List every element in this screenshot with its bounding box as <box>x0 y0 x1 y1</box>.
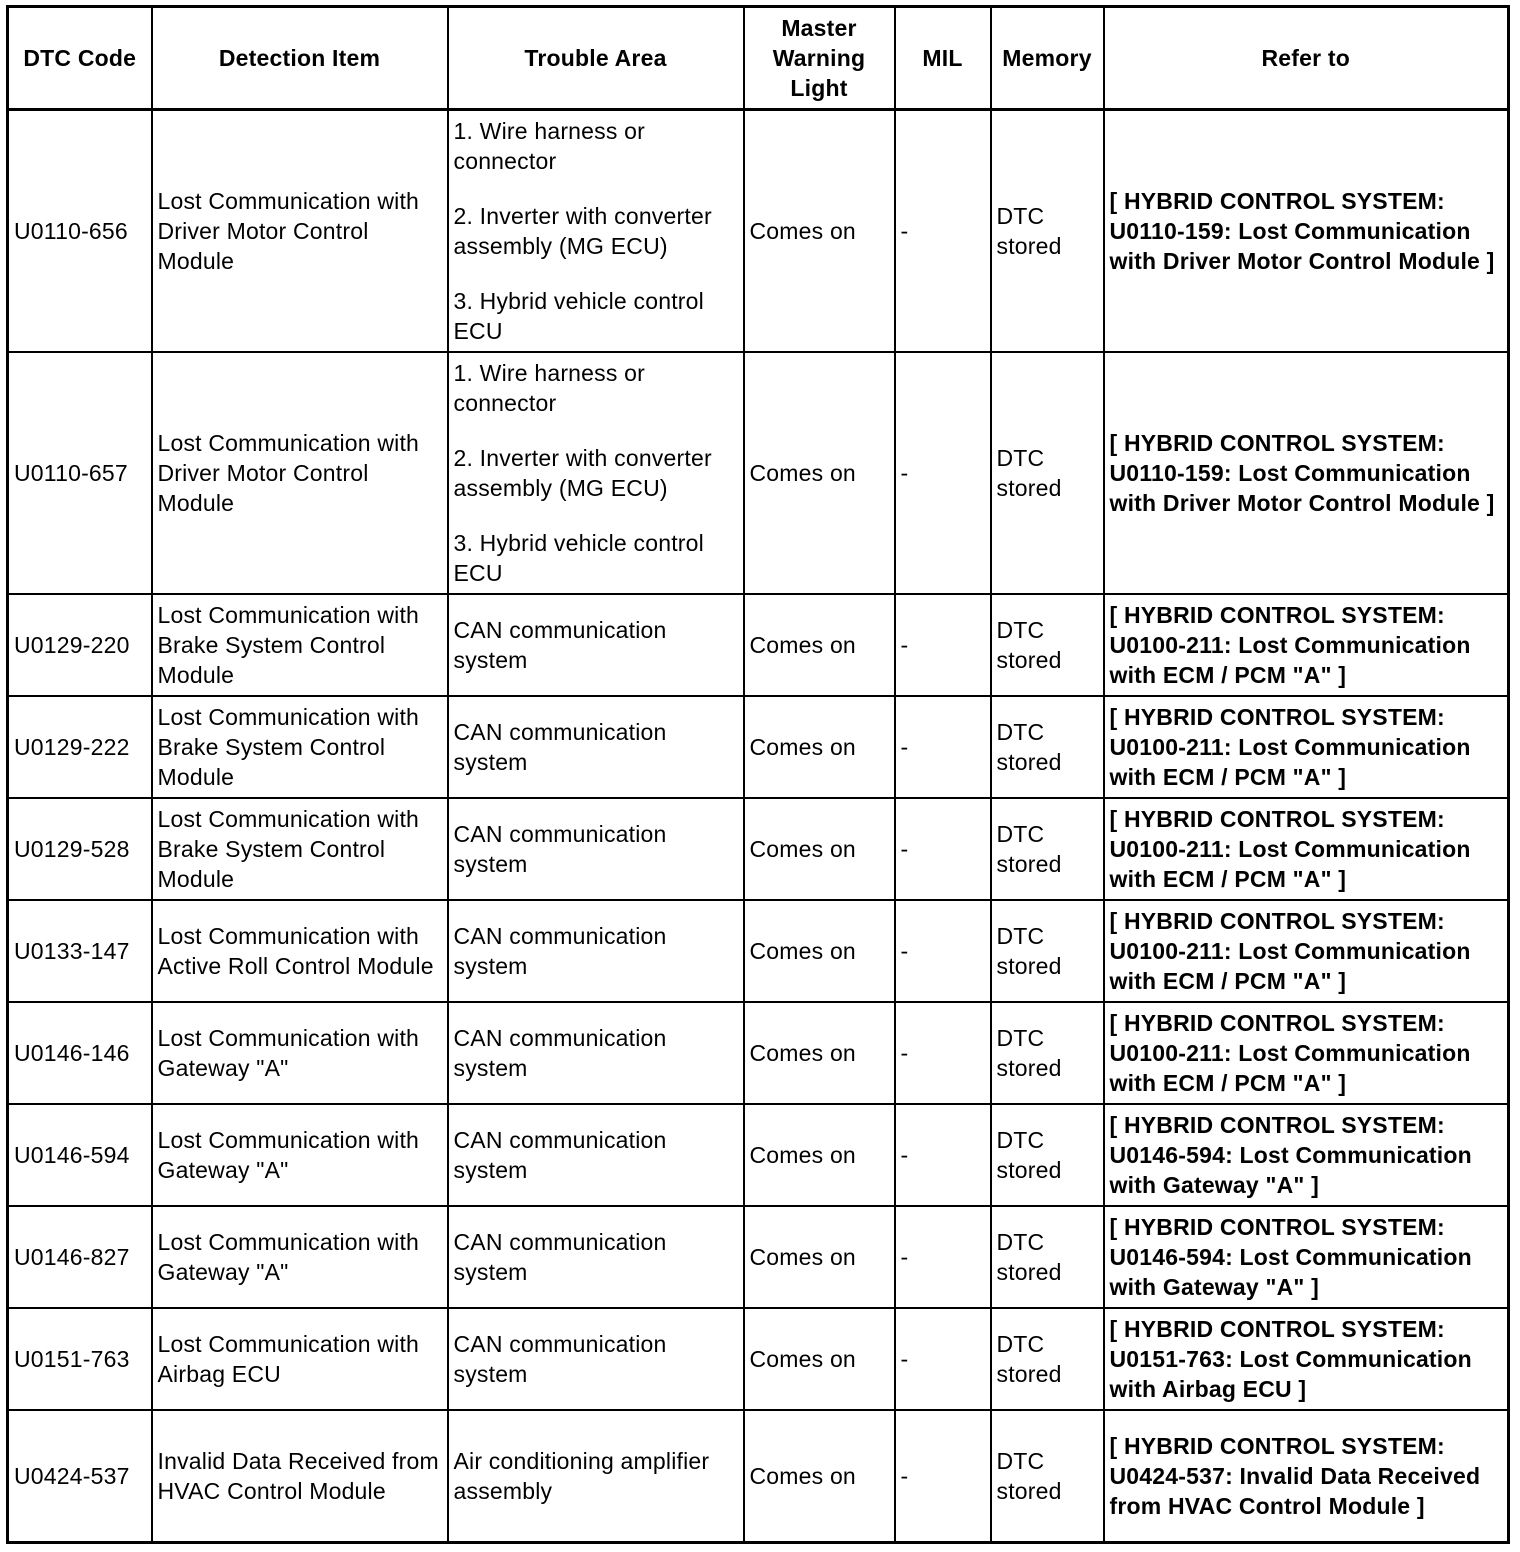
mil-cell: - <box>895 594 991 696</box>
trouble-area-item: 1. Wire harness or connector <box>453 118 645 174</box>
trouble-area-item: 3. Hybrid vehicle control ECU <box>453 530 704 586</box>
memory-cell: DTC stored <box>991 900 1104 1002</box>
trouble-area-item: 1. Wire harness or connector <box>453 360 645 416</box>
dtc-code-cell: U0110-656 <box>8 110 152 353</box>
trouble-area-item: Air conditioning amplifier assembly <box>453 1448 710 1504</box>
memory-cell: DTC stored <box>991 798 1104 900</box>
mil-cell: - <box>895 352 991 594</box>
header-dtc-code: DTC Code <box>8 7 152 110</box>
master-warning-light-cell: Comes on <box>744 798 895 900</box>
refer-to-cell: [ HYBRID CONTROL SYSTEM: U0100-211: Lost Communication with ECM / PCM "A" ] <box>1104 798 1509 900</box>
table-header-row <box>8 7 1509 110</box>
trouble-area-item: CAN communication system <box>453 1331 667 1387</box>
refer-to-cell: [ HYBRID CONTROL SYSTEM: U0151-763: Lost Communication with Airbag ECU ] <box>1104 1308 1509 1410</box>
table-row <box>8 900 1509 1002</box>
master-warning-light-cell: Comes on <box>744 1104 895 1206</box>
trouble-area-cell <box>448 1206 744 1308</box>
trouble-area-cell <box>448 352 744 594</box>
mil-cell: - <box>895 1104 991 1206</box>
detection-item-cell: Lost Communication with Gateway "A" <box>152 1206 448 1308</box>
trouble-area-cell <box>448 900 744 1002</box>
master-warning-light-cell: Comes on <box>744 1410 895 1543</box>
dtc-code-cell: U0129-222 <box>8 696 152 798</box>
trouble-area-cell <box>448 798 744 900</box>
detection-item-cell: Lost Communication with Driver Motor Control Module <box>152 352 448 594</box>
refer-to-cell: [ HYBRID CONTROL SYSTEM: U0100-211: Lost Communication with ECM / PCM "A" ] <box>1104 594 1509 696</box>
table-row <box>8 594 1509 696</box>
trouble-area-cell <box>448 1308 744 1410</box>
refer-to-cell: [ HYBRID CONTROL SYSTEM: U0424-537: Invalid Data Received from HVAC Control Module ] <box>1104 1410 1509 1543</box>
mil-cell: - <box>895 1410 991 1543</box>
mil-cell: - <box>895 798 991 900</box>
refer-to-cell: [ HYBRID CONTROL SYSTEM: U0100-211: Lost Communication with ECM / PCM "A" ] <box>1104 696 1509 798</box>
dtc-code-cell: U0146-827 <box>8 1206 152 1308</box>
master-warning-light-cell: Comes on <box>744 696 895 798</box>
master-warning-light-cell: Comes on <box>744 352 895 594</box>
detection-item-cell: Lost Communication with Gateway "A" <box>152 1104 448 1206</box>
table-row <box>8 1206 1509 1308</box>
table-row <box>8 1002 1509 1104</box>
dtc-code-cell: U0146-146 <box>8 1002 152 1104</box>
dtc-code-cell: U0424-537 <box>8 1410 152 1543</box>
trouble-area-item: CAN communication system <box>453 719 667 775</box>
table-row <box>8 1308 1509 1410</box>
master-warning-light-cell: Comes on <box>744 1002 895 1104</box>
trouble-area-cell <box>448 696 744 798</box>
detection-item-cell: Lost Communication with Airbag ECU <box>152 1308 448 1410</box>
trouble-area-item: CAN communication system <box>453 1025 667 1081</box>
detection-item-cell: Lost Communication with Brake System Control Module <box>152 696 448 798</box>
refer-to-cell: [ HYBRID CONTROL SYSTEM: U0100-211: Lost Communication with ECM / PCM "A" ] <box>1104 1002 1509 1104</box>
table-row <box>8 1104 1509 1206</box>
trouble-area-item: 3. Hybrid vehicle control ECU <box>453 288 704 344</box>
header-master-warning-light: Master Warning Light <box>744 7 895 110</box>
trouble-area-cell <box>448 1104 744 1206</box>
master-warning-light-cell: Comes on <box>744 1206 895 1308</box>
detection-item-cell: Lost Communication with Brake System Control Module <box>152 594 448 696</box>
memory-cell: DTC stored <box>991 1104 1104 1206</box>
dtc-code-cell: U0151-763 <box>8 1308 152 1410</box>
trouble-area-item: CAN communication system <box>453 1127 667 1183</box>
table-row <box>8 352 1509 594</box>
master-warning-light-cell: Comes on <box>744 594 895 696</box>
trouble-area-cell <box>448 110 744 353</box>
mil-cell: - <box>895 110 991 353</box>
memory-cell: DTC stored <box>991 1206 1104 1308</box>
table-row <box>8 1410 1509 1543</box>
dtc-table <box>6 5 1510 1544</box>
detection-item-cell: Lost Communication with Brake System Control Module <box>152 798 448 900</box>
refer-to-cell: [ HYBRID CONTROL SYSTEM: U0110-159: Lost Communication with Driver Motor Control Module ] <box>1104 352 1509 594</box>
detection-item-cell: Invalid Data Received from HVAC Control Module <box>152 1410 448 1543</box>
table-row <box>8 110 1509 353</box>
header-refer-to: Refer to <box>1104 7 1509 110</box>
dtc-code-cell: U0110-657 <box>8 352 152 594</box>
memory-cell: DTC stored <box>991 1002 1104 1104</box>
dtc-code-cell: U0129-220 <box>8 594 152 696</box>
trouble-area-item: CAN communication system <box>453 821 667 877</box>
header-memory: Memory <box>991 7 1104 110</box>
trouble-area-cell <box>448 1002 744 1104</box>
master-warning-light-cell: Comes on <box>744 110 895 353</box>
memory-cell: DTC stored <box>991 1308 1104 1410</box>
trouble-area-item: 2. Inverter with converter assembly (MG ECU) <box>453 203 712 259</box>
master-warning-light-cell: Comes on <box>744 1308 895 1410</box>
detection-item-cell: Lost Communication with Active Roll Control Module <box>152 900 448 1002</box>
refer-to-cell: [ HYBRID CONTROL SYSTEM: U0146-594: Lost Communication with Gateway "A" ] <box>1104 1104 1509 1206</box>
memory-cell: DTC stored <box>991 110 1104 353</box>
mil-cell: - <box>895 1206 991 1308</box>
trouble-area-item: CAN communication system <box>453 1229 667 1285</box>
refer-to-cell: [ HYBRID CONTROL SYSTEM: U0146-594: Lost Communication with Gateway "A" ] <box>1104 1206 1509 1308</box>
trouble-area-cell <box>448 1410 744 1543</box>
table-row <box>8 696 1509 798</box>
master-warning-light-cell: Comes on <box>744 900 895 1002</box>
table-body <box>8 110 1509 1543</box>
detection-item-cell: Lost Communication with Driver Motor Control Module <box>152 110 448 353</box>
memory-cell: DTC stored <box>991 696 1104 798</box>
refer-to-cell: [ HYBRID CONTROL SYSTEM: U0100-211: Lost Communication with ECM / PCM "A" ] <box>1104 900 1509 1002</box>
memory-cell: DTC stored <box>991 352 1104 594</box>
trouble-area-item: CAN communication system <box>453 617 667 673</box>
mil-cell: - <box>895 900 991 1002</box>
trouble-area-item: CAN communication system <box>453 923 667 979</box>
mil-cell: - <box>895 696 991 798</box>
detection-item-cell: Lost Communication with Gateway "A" <box>152 1002 448 1104</box>
refer-to-cell: [ HYBRID CONTROL SYSTEM: U0110-159: Lost Communication with Driver Motor Control Module ] <box>1104 110 1509 353</box>
mil-cell: - <box>895 1308 991 1410</box>
dtc-code-cell: U0133-147 <box>8 900 152 1002</box>
trouble-area-cell <box>448 594 744 696</box>
trouble-area-item: 2. Inverter with converter assembly (MG ECU) <box>453 445 712 501</box>
header-mil: MIL <box>895 7 991 110</box>
memory-cell: DTC stored <box>991 594 1104 696</box>
mil-cell: - <box>895 1002 991 1104</box>
memory-cell: DTC stored <box>991 1410 1104 1543</box>
dtc-code-cell: U0129-528 <box>8 798 152 900</box>
dtc-code-cell: U0146-594 <box>8 1104 152 1206</box>
header-detection-item: Detection Item <box>152 7 448 110</box>
header-trouble-area: Trouble Area <box>448 7 744 110</box>
table-row <box>8 798 1509 900</box>
